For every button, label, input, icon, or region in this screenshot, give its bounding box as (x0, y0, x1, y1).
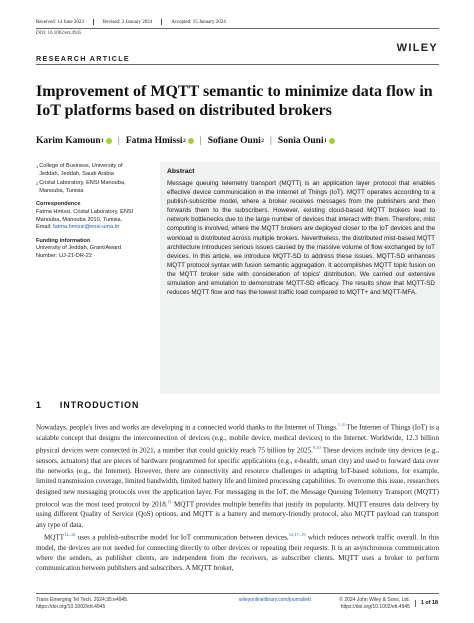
author-separator: | (199, 136, 202, 146)
text-run: The Internet of Things (IoT) is a scalable concept that designs the interconnection of devices (e.g., mobile device, medical devices) to the Internet. Worldwide, 12.3 billion physical devices were connected in 2021, a number that could quickly reach 75 billion by 2025. (36, 423, 439, 455)
email-link[interactable]: fatma.hmissi@ensi-uma.tn (53, 224, 120, 231)
paper-title: Improvement of MQTT semantic to minimize data flow in IoT platforms based on distributed brokers (36, 83, 433, 119)
author[interactable] (208, 136, 264, 146)
footer-rule (36, 593, 439, 594)
funding-text: University of Jeddah, Grant/Award Number: UJ-21-DR-22 (36, 245, 122, 259)
revised-date: Revised: 3 January 2024 (102, 19, 153, 25)
footer-meta (339, 597, 410, 610)
affiliation-marker: 2 (183, 138, 186, 144)
author-list (36, 136, 335, 146)
section-title: INTRODUCTION (59, 400, 140, 410)
journal-doi-link[interactable]: https://doi.org/10.1002/ett.4945 (36, 603, 106, 610)
funding-heading: Funding information (36, 237, 91, 244)
author-name: Karim Kamoun (36, 136, 101, 146)
author-name: Sonia Ouni (277, 136, 324, 146)
section-label: RESEARCH ARTICLE (36, 54, 131, 63)
page-number: 1 of 18 (415, 600, 438, 607)
publisher-logo: WILEY (396, 42, 438, 54)
abstract-heading: Abstract (167, 168, 195, 175)
metadata-column (36, 163, 136, 261)
divider (161, 19, 162, 25)
footer-citation (36, 597, 128, 610)
citation-link[interactable]: 1–8 (337, 422, 345, 427)
article-history (36, 19, 226, 25)
correspondence-email (36, 224, 136, 232)
text-run: MQTT provides multiple benefits that justify its popularity. MQTT ensures data delivery by using different Quality of Service (QoS) options, and MQTT is a battery and memory-friendly protocol, also MQTT payload can transport any type of data. (36, 500, 439, 529)
correspondence-text: Fatma Hmissi, Cristal Laboratory, ENSI Manouba, Manouba 2010, Tunisia. (36, 208, 134, 223)
affiliation-marker: 2 (261, 138, 265, 144)
section-number: 1 (36, 400, 42, 410)
citation-link[interactable]: 12,17–19 (288, 532, 306, 538)
correspondence-heading: Correspondence (36, 201, 81, 208)
author-separator: | (270, 136, 272, 146)
text-run: Nowadays, people's lives and works are developing in a connected world thanks to the Internet of Things. (36, 423, 338, 432)
affiliation-text: Cristal Laboratory, ENSI Manouba, Manouba, Tunisia (39, 180, 126, 194)
orcid-icon[interactable] (329, 138, 335, 144)
received-date: Received: 14 June 2023 (36, 19, 84, 25)
author[interactable] (126, 136, 194, 146)
footer-right (339, 597, 438, 610)
affiliation (36, 163, 136, 178)
footer-site (215, 597, 335, 604)
affiliation (36, 180, 136, 195)
body-text (36, 420, 439, 574)
author-name: Sofiane Ouni (207, 136, 261, 146)
author[interactable] (278, 136, 335, 146)
email-label: Email: (36, 224, 52, 231)
affiliation-text: College of Business, University of Jeddah, Jeddah, Saudi Arabia (39, 163, 123, 177)
affiliation-marker: 1 (324, 138, 327, 144)
header-rule (36, 28, 439, 29)
citation-link[interactable]: 9,10 (312, 444, 321, 450)
affiliation-number: 1 (36, 164, 39, 169)
text-run: MQTT (44, 533, 65, 542)
journal-site-link[interactable]: wileyonlinelibrary.com/journal/ett (239, 597, 311, 603)
orcid-icon[interactable] (106, 138, 112, 144)
journal-citation: Trans Emerging Tel Tech. 2024;35:e4945. (36, 597, 129, 603)
author-separator: | (117, 136, 120, 146)
paragraph (36, 530, 439, 574)
doi-link[interactable]: https://doi.org/10.1002/ett.4945 (340, 603, 410, 610)
accepted-date: Accepted: 15 January 2024 (171, 19, 226, 25)
divider (93, 19, 94, 25)
text-run: uses a publish-subscribe model for IoT communication between devices, (75, 533, 289, 542)
paragraph (36, 420, 439, 530)
affiliation-number: 2 (36, 181, 39, 187)
orcid-icon[interactable] (188, 138, 194, 144)
author-name: Fatma Hmissi (125, 136, 183, 146)
citation-link[interactable]: 11 (167, 498, 172, 504)
text-run: which reduces network traffic overall. In this model, the devices are not needed for connecting directly to other devices or repeating their requests. It is an asynchronous communication where the senders, as publisher clients, are independent from the receivers, as subscriber clients. MQTT uses a broker to perform communication between publishers and subscribers. A MQTT broker, (36, 533, 440, 573)
section-heading (36, 400, 139, 410)
copyright: © 2024 John Wiley & Sons, Ltd. (339, 597, 410, 603)
text-run: These devices include tiny devices (e.g., sensors, actuators) that are pieces of hardware programmed for specific applications (e.g., e-health, smart city) and used to forward data over the networks (e.g., the Internet). However, there are connectivity and resource challenges in adapting IoT-based solutions, for example, limited transmission coverage, limited bandwidth, limited battery life and limited processing capabilities. To overcome this issue, researchers designed new messaging protocols over the application layer. For messaging in the IoT, the Message Queuing Telemetry Transport (MQTT) protocol was the most used protocol by 2018. (36, 446, 439, 509)
affiliation-marker: 1 (101, 138, 104, 144)
citation-link[interactable]: 12–16 (64, 532, 76, 538)
doi[interactable]: DOI: 10.1002/ett.4945 (36, 31, 82, 36)
author[interactable] (36, 136, 112, 146)
section-rule (36, 64, 439, 65)
abstract-text: Message queuing telemetry transport (MQTT) is an application layer protocol that enables effective device communication in the Internet of Things (IoT). MQTT operates according to a publish-subscribe model, where a broker receives messages from the publishers and then forwards them to the subscribers. However, existing cloud-based MQTT brokers lead to network bottlenecks due to the large number of devices that interact with them. Therefore, mist computing is involved, where the MQTT brokers are deployed closer to the IoT devices and the workload is distributed across multiple brokers. Nevertheless, the distributed mist-based MQTT architecture introduces serious issues caused by the massive volume of flow exchanged by IoT devices. In this article, we introduce MQTT-SD to address these issues. MQTT-SD enhances MQTT protocol syntax with fusion semantic aggregation. It accomplishes MQTT topic fusion on the MQTT broker side with consideration of topics' distribution. We carried out extensive simulation and emulation to demonstrate MQTT-SD efficacy. The results show that MQTT-SD reduces MQTT flow and has the lowest traffic load compared to MQTT+ and MQTT-MFA. (167, 180, 435, 297)
